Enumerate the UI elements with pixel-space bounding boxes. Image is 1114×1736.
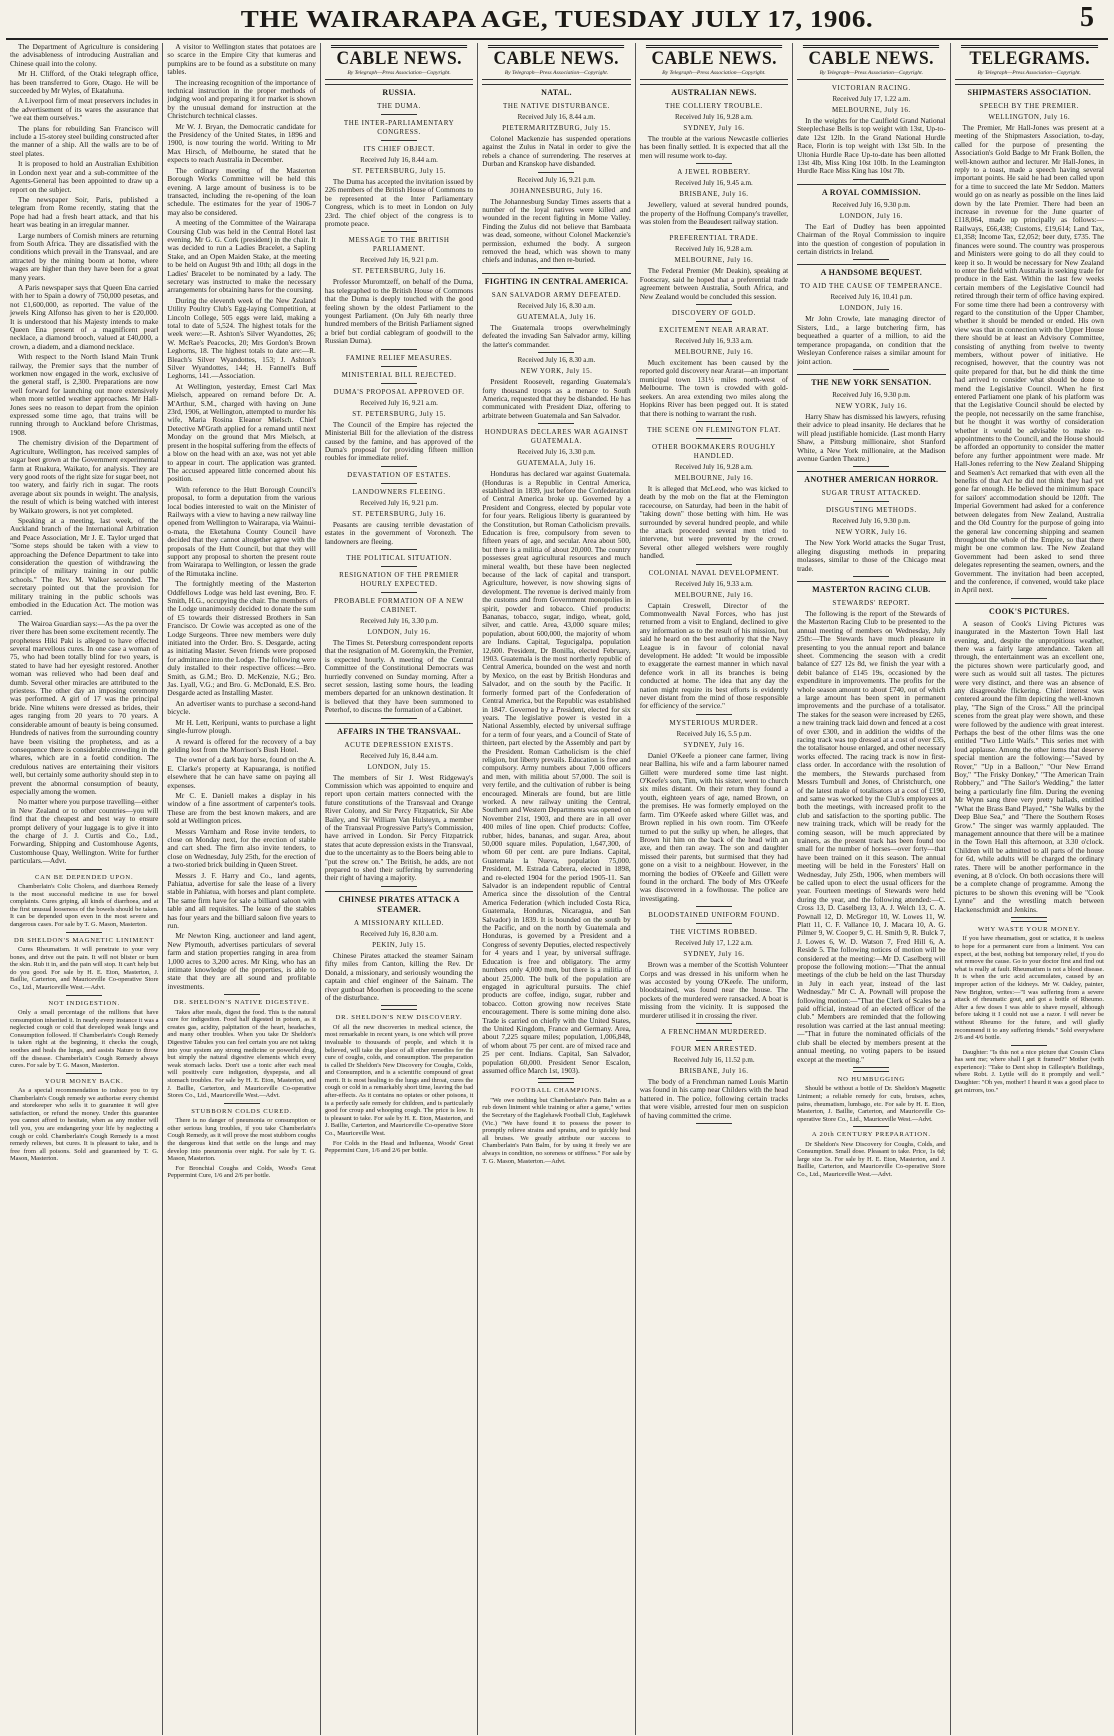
- paragraph: During the eleventh week of the New Zealand Utility Poultry Club's Egg-laying Competition, at Lincoln College, 505 eggs were laid, making a total to date of 5,524. The highest totals for the week were:—R. Ashton's Silver Wyandottes, 26; W. McRae's Peacocks, 20; Mrs Gordon's Brown Leghorns, 18. The highest totals to date are:—R. Bleach's Silver Wyandottes, 153; J. Ashton's Silver Wyandottes, 144; H. Fannell's Buff Leghorns, 141.—Association.: [167, 295, 316, 381]
- divider: [381, 483, 417, 484]
- paragraph: An advertiser wants to purchase a second-hand bicycle.: [167, 698, 316, 717]
- received-line: Received July 16, 9.33 a.m.: [675, 579, 753, 588]
- article-heading: THE POLITICAL SITUATION.: [346, 553, 452, 562]
- paragraph: The Department of Agriculture is considering the advisableness of introducing Australian and Chinese quail into the colony.: [10, 43, 159, 68]
- section-heading: FIGHTING IN CENTRAL AMERICA.: [482, 273, 630, 287]
- article-heading: A FRENCHMAN MURDERED.: [661, 1028, 767, 1036]
- ad-text: Daughter: "Is this not a nice picture that Cousin Clara has sent me; where shall I get it framed?" Mother (with experience): "Take to Dent shop in Gillespie's Buildings, where Robt. J. Lyttle will do it promptly and well." Daughter: "Oh yes, mother! I heard it was a good place to get mirrors, too.": [954, 1048, 1104, 1094]
- article-body: The body of a Frenchman named Louis Martin was found in his camp near Childers with the head battered in. The police, following certain tracks that were visible, arrested four men on suspicion of having committed the crime.: [639, 1077, 789, 1120]
- column-5: [636, 43, 793, 1735]
- article-subheading: DISGUSTING METHODS.: [825, 506, 917, 515]
- section-heading: CHINESE PIRATES ATTACK A STEAMER.: [325, 891, 473, 915]
- paragraph: With reference to the Hutt Borough Council's proposal, to form a deputation from the various local bodies interested to wait on the Minister of Railways with a view to having a new railway line opened from Wellington to Wairarapa, via Wainui-o-mata, the Eketahuna County Council have decided that they cannot altogether agree with the proposals of the Hutt Council, but that they will support any proposal to shorten the present route from Wairarapa to Wellington, or lessen the grade of the Rimutaka incline.: [167, 484, 316, 578]
- article-body: The trouble at the various Newcastle collieries has been finally settled. It is expected that all the men will resume work to-day.: [639, 134, 789, 160]
- section-heading: ANOTHER AMERICAN HORROR.: [797, 471, 945, 485]
- article-body: President Roosevelt, regarding Guatemala's forty thousand troops as a menace to South America, requested that they be disbanded. He has communicated with President Diaz, offering to arbitrate between Guatemala and San Salvador.: [482, 377, 631, 420]
- ad-text: Only a small percentage of the millions that have consumption inherited it. In nearly every instance it was a neglected cough or cold that developed weak lungs and Consumption followed. If Chamberlain's Cough Remedy is taken right at the beginning, it checks the cough, soothes and heals the lungs, and assists Nature to throw off the disease. Chamberlain's Cough Remedy always cures. For sale by T. G. Mason, Masterton.: [10, 1008, 159, 1070]
- ad-heading: DR SHELDON'S MAGNETIC LINIMENT: [14, 936, 155, 944]
- masthead: [6, 0, 1108, 40]
- article-body: Jewellery, valued at several hundred pounds, the property of the Hoffnung Company's traveller, was stolen from the Beaudesert railway station.: [639, 200, 789, 227]
- paragraph: With respect to the North Island Main Trunk railway, the Premier says that the number of workmen now engaged in the work, exclusive of the general staff, is 2,300. Preparations are now well forward for launching out more extensively when more settled weather approaches. Mr Hall-Jones sees no reason to depart from the opinion expressed some time ago, that trains will be running through to Auckland before Christmas, 1908.: [10, 352, 159, 437]
- divider: [381, 886, 417, 887]
- divider: [381, 366, 417, 367]
- article-subheading: MINISTERIAL BILL REJECTED.: [341, 370, 457, 379]
- ad-heading: NO HUMBUGGING: [837, 1075, 905, 1083]
- received-line: Received July 16, 10.41 p.m.: [830, 293, 913, 302]
- ad-heading: WHY WASTE YOUR MONEY.: [977, 925, 1081, 933]
- article-body: The Johannesburg Sunday Times asserts that a number of the loyal natives were killed and wounded in the recent fighting in Mome Valley. Finding the Zulus did not believe that Bambaata was dead, someone, without Colonel Mackenzie's permission, exhumed the body. A surgeon removed the head, which was shown to many chiefs and indunas, and then re-buried.: [482, 196, 631, 265]
- telegrams-banner: TELEGRAMS.: [961, 45, 1098, 70]
- received-line: Received July 16, 9.21 p.m.: [359, 498, 439, 507]
- paragraph: Mr W. J. Bryan, the Democratic candidate for the Presidency of the United States, in 1896 and 1900, is now touring the world. Writing to Mr Max Hirsch, of Melbourne, he stated that he expects to reach Australia in December.: [167, 121, 316, 165]
- article-body: A season of Cook's Living Pictures was inaugurated in the Masterton Town Hall last evening, and, despite the unpropitious weather, there was a fairly large attendance. Taken all through, the entertainment was an excellent one, the pictures shown were particularly good, and were such as would suit all tastes. The pictures were very distinct, and there was an absence of any disagreeable flickering. Chief interest was centered around the film depicting the well-known play, "The Sign of the Cross." All the principal scenes from the great play were shown, and these were followed by the audience with great interest. Perhaps the best of the other films was the one entitled "Two Little Waifs." This series met with loud applause. Among the other items that deserve special mention are the following:—"Saved by Rover," "Up in a Balloon," "Our New Errand Boy," "The Frisky Donkey," "The American Train Robbery," and "The Sailor's Wedding," the latter being a particularly fine film. During the evening Mr Wynn sang three very pretty ballads, entitled "What the Brass Band Played," "She Walks by the Deep Blue Sea," and "There the Southern Roses Grow." The singer was warmly applauded. The management announce that there will be a matinee in the Town Hall this afternoon, at 3.30 o'clock. Children will be admitted to all parts of the house for 6d, while adults will be charged the ordinary rates. There will be another performance in the evening, at 8 o'clock. On both occasions there will be a complete change of programme. Among the pictures to be shown this evening will be "Cook Lynne" and the wrestling match between Hackenschmidt and Jenkins.: [954, 618, 1104, 914]
- ad-text: There is no danger of pneumonia or consumption or other serious lung troubles, if you take Chamberlain's Cough Remedy, as it will prove the most stubborn coughs the dangerous kind that settle on the lungs and may develop into pneumonia over night. For sale by T. G. Mason, Masterton.: [167, 1117, 316, 1163]
- section-heading: MASTERTON RACING CLUB.: [797, 581, 945, 595]
- received-line: Received July 16, 8.44 a.m.: [517, 113, 596, 121]
- received-line: Received July 16, 9.28 a.m.: [675, 113, 753, 121]
- dateline: SYDNEY, July 16.: [683, 950, 745, 959]
- section-heading: COOK'S PICTURES.: [955, 603, 1104, 617]
- article-body: Professor Muromtzeff, on behalf of the Duma, has telegraphed to the British House of Commons that the Duma is deeply touched with the good feeling shown by the oldest Parliament to the youngest Parliament. (On July 6th nearly three hundred members of the British Parliament signed a brief but cordial cablegram of goodwill to the Russian Duma).: [324, 277, 474, 346]
- section-heading: AFFAIRS IN THE TRANSVAAL.: [325, 723, 473, 737]
- paragraph: Large numbers of Cornish miners are returning from South Africa. They are dissatisfied with the conditions which prevail in the Transvaal, and are attracted by the mining boom at home, where wages are higher than they have been for a great many years.: [10, 230, 159, 282]
- dateline: MELBOURNE, July 16.: [674, 473, 754, 482]
- received-line: Received July 16, 8.30 a.m.: [517, 301, 596, 310]
- article-subheading: FOUR MEN ARRESTED.: [670, 1045, 757, 1053]
- divider: [381, 549, 417, 550]
- dateline: LONDON, July 16.: [839, 211, 903, 220]
- paragraph: A Liverpool firm of meat preservers includes in the advertisement of its wares the assurance that "we eat them ourselves.": [10, 96, 159, 123]
- dateline: JOHANNESBURG, July 16.: [510, 186, 603, 195]
- column-6: [793, 43, 950, 1735]
- column-1: [6, 43, 163, 1735]
- ad-text: Of all the new discoveries in medical science, the most remarkable in recent years, is one which will prove invaluable to thousands of people, and which it is believed, will take the place of all other remedies for the cure of coughs, colds, and consumption. The preparation is called Dr Sheldon's New Discovery for Coughs, Colds, and Consumption, and is a scientific compound of great merit. It is most healing to the lungs and throat, cures the cough or cold in a remarkably short time, leaving the bad after-effects. As it contains no opiates or other poisons, it is a perfectly safe remedy for children, and is particularly good for croup and whooping cough. The price is low. It is pleasant to take. For sale by H. E. Eton, Masterton, and J. Baillie, Carterton, and Mauriceville Co-operative Store Co., Mauriceville West.: [324, 1023, 474, 1138]
- paragraph: The chemistry division of the Department of Agriculture, Wellington, has received samples of sugar beet grown at the Government experimental farm at Ruakura, Waikato, for analysis. They are very good roots of the right size for sugar beet, not too watery, and fairly rich in sugar. The roots average about six pounds in weight. The analysis, the result of which is being watched with interest by Waikato growers, is not yet completed.: [10, 438, 159, 515]
- byline: By Telegraph—Press Association—Copyright.: [325, 70, 473, 80]
- divider: [1011, 921, 1047, 922]
- paragraph: A Paris newspaper says that Queen Ena carried with her to Spain a dowry of 750,000 pesetas, and not £1,600,000, as reported. The value of the jewels King Alfonso has given to her is £20,000. It is understood that his Majesty intends to make Queen Ena present of a magnificent pearl necklace, a diamond brooch, valued at £40,000, a crown, a diadem, and a diamond necklace.: [10, 282, 159, 351]
- divider: [696, 163, 732, 164]
- divider: [381, 114, 417, 115]
- divider: [381, 383, 417, 384]
- article-body: The following is the report of the Stewards of the Masterton Racing Club to be presented to the annual meeting of members on Wednesday, July 25th:—The Stewards have much pleasure in presenting to you the annual report and balance sheet. Commencing the season with a credit balance of £27 12s 8d, we finish the year with a debit balance of £145 19s, occasioned by the expenditure in improvements. The profits for the whole season amount to about £740, out of which a large amount has been spent in permanent improvements and the purchase of a totalisator. The stakes for the season were increased by £265, a new training track laid down and fenced at a cost of over £300, and in addition the widths of the racing track was top dressed at a cost of over £35, the totalisator house enlarged, and other necessary works effected. The racing track is now in first-class order. In accordance with the resolution of the members, the Stewards purchased from Messrs Turnbull and Jones, of Christchurch, one of the latest make of totalisators at a cost of £190, and same was worked by the Club's employees at both the meetings, with increased profit to the club and satisfaction to the sporting public. The new training track, which will be ready for the coming season, will be much appreciated by trainers, as the present track has been found too small for the number of horses—over forty—that have been trained on it this season. The annual meeting will be held in the Foresters' Hall on Wednesday, July 25th, 1906, when members will be called upon to elect the usual officers for the year. Fourteen meetings of Stewards were held during the year, and the following attended:—C. Cross 13, D. Caselberg 13, A. J. Welch 13, C. A. Pownall 12, D. McGregor 10, W. Lowes 11, W. Platt 11, C. F. Vallance 10, J. Macara 10, A. G. Pilmer 9, W. Cooper 9, C. H. Smith 9, R. Bulck 7, J. Lowes 6, W. D. Watson 7, Fred Hill 6, A. Reside 5. The following notices of motion will be considered at the meeting:—Mr D. Caselberg will propose the following motion:—"That the annual meetings of the club be held on the last Thursday in July in each year, instead of the last Wednesday." Mr C. A. Pownall will propose the following motion:—"That the Clerk of Scales be a paid official, instead of an elected officer of the club." Members are reminded that the following resolution was carried at the last annual meeting:—"That in future the nominated officials of the club shall be elected by members present at the annual meeting, no voting papers to be issued except at the meeting.": [797, 608, 946, 1064]
- received-line: Received July 16, 8.44 a.m.: [360, 751, 438, 760]
- divider: [1011, 917, 1047, 918]
- section-heading: AUSTRALIAN NEWS.: [640, 84, 788, 98]
- article-body: The Premier, Mr Hall-Jones was present at a meeting of the Shipmasters Association, to-day, called for the purpose of presenting the Association's Gold Badge to Mr Frank Bollen, the well-known author and lecturer. Mr Hall-Jones, in reply to a toast, made a speech having several important points. He said he had been called upon for a time to succeed the late Mr Seddon. Matters would go on as nearly as possible on the lines laid down by the late Premier. There had been an increase in revenue for the June quarter of £118,064, made up principally as follows:—Railways, £66,438; Customs, £19,614; Land Tax, £1,358; Income Tax, £2,052; beer duty, £735. The finances were sound. The country was prosperous and Ministers were going to do all they could to keep it so. It would be necessary for New Zealand to enter the field with Australia in seeking trade for produce in the East. Within the last few weeks certain members of the Legislative Council had retired through their term of office having expired. For some time there had been a controversy with regard to the constitution of the Upper Chamber, whether it should be mended or ended. His own view was that in connection with the Upper House there should be at least an Advisory Committee, consisting of anything from twelve to twenty members, without power of initiative. He recognised, however, that the country was not quite prepared for that, but he did think the time had arrived to consider what should be done to mend the Legislative Council. When he first entered Parliament one plank of his platform was that the Legislative Council should be elected by the people, not necessarily on the same franchise, but he thought it was worthy of consideration whether it would be advisable to make re-appointments to the Council, and the House should be afforded an opportunity to consider the matter before any further appointment were made. Mr Hall-Jones referring to the New Zealand Shipping and Seamen's Act remarked that with even all the benefits of that Act he did not think they had yet gone far enough. He believed the minimum space for sailors' accommodation should be 120ft. The Imperial Government had asked for a conference between delegates from New Zealand, Australia and the Old Country for the purpose of going into the general law concerning shipping and seamen throughout the whole of the Empire, so that there might be one common law. The New Zealand Government had been asked to send three delegates representing the seamen, owners, and the Government. The invitation had been accepted, and the conference, if convened, would take place in April next.: [954, 123, 1104, 595]
- received-line: Received July 16, 9.45 a.m.: [675, 179, 753, 188]
- ad-heading: STUBBORN COLDS CURED.: [191, 1107, 293, 1115]
- article-subheading: EXCITEMENT NEAR ARARAT.: [659, 326, 769, 335]
- divider: [853, 466, 889, 467]
- dateline: WELLINGTON, July 16.: [988, 113, 1071, 121]
- dateline: MELBOURNE, July 16.: [674, 256, 754, 265]
- divider: [853, 1067, 889, 1068]
- ad-text: "We owe nothing but Chamberlain's Pain Balm as a rub down liniment while training or after a game," writes the Secretary of the Eaglehawk Football Club, Eaglehawk (Vic.) "We have found it to possess the power to promptly relieve strains and sprains, and to quickly heal all bruises. We greatly attribute our success to Chamberlain's Pain Balm, for by using it freely we are always in condition, no soreness or stiffness." For sale by T. G. Mason, Masterton.—Advt.: [482, 1096, 631, 1165]
- paragraph: The plans for rebuilding San Francisco will include a 15-storey steel building constructed after the manner of a ship. All the walls are to be of steel plates.: [10, 123, 159, 158]
- byline: By Telegraph—Press Association—Copyright.: [640, 70, 788, 80]
- article-body: Colonel Mackenzie has suspended operations against the Zulus in Natal in order to give the rebels a chance of surrendering. The reserves at Durban and Kranskop have disbanded.: [482, 134, 631, 169]
- page-number: 5: [1080, 2, 1094, 33]
- article-heading: SUGAR TRUST ATTACKED.: [821, 489, 922, 498]
- article-heading: COLONIAL NAVAL DEVELOPMENT.: [648, 568, 780, 577]
- ad-text: For Colds in the Head and Influenza, Woods' Great Peppermint Cure, 1/6 and 2/6 per bottle.: [324, 1139, 474, 1155]
- article-subheading: DUMA'S PROPOSAL APPROVED OF.: [333, 387, 465, 396]
- article-heading: MESSAGE TO THE BRITISH PARLIAMENT.: [348, 236, 450, 254]
- ad-heading: DR. SHELDON'S NATIVE DIGESTIVE.: [173, 999, 310, 1007]
- article-subheading: ITS CHIEF OBJECT.: [363, 145, 435, 153]
- ad-text: Cures Rheumatism. It will penetrate to your very bones, and drive out the pain. It will not blister or burn the skin. Rub it in, and the pain will stop. It can't help but do you good. For sale by H. E. Eton, Masterton, J. Baillie, Carterton, and Mauriceville Co-operative Store Co., Ltd., Mauriceville West.—Advt.: [10, 945, 159, 991]
- article-body: Harry Shaw has dismissed his lawyers, refusing their advice to plead insanity. He declares that he will plead justifiable homicide. (Last month Harry Shaw, a Pittsburg millionaire, shot Stanford White, a New York millionaire, at the Madison avenue Garden Theatre.): [797, 411, 946, 463]
- article-subheading: LANDOWNERS FLEEING.: [352, 487, 446, 496]
- divider: [696, 438, 732, 439]
- dateline: BRISBANE, July 16.: [679, 1067, 749, 1075]
- ad-text: Takes after meals, digest the food. This is the natural cure for indigestion. Food half digested in poison, as it creates gas, acidity, palpitation of the heart, headaches, and many other troubles. When you take Dr Sheldon's Digestive Tabules you can feel certain you are not taking into your system any strong medicine or powerful drug, but simply the natural digestive elements which every weak stomach lacks. Don't use a tonic after each meal will positively cure indigestion, dyspepsia, and all stomach troubles. For sale by H. E. Eton, Masterton, and J. Baillie, Carterton, and Mauriceville Co-operative Stores Co., Ltd., Mauriceville West.—Advt.: [167, 1008, 316, 1100]
- article-heading: THE NATIVE DISTURBANCE.: [503, 102, 610, 110]
- divider: [696, 421, 732, 422]
- divider: [66, 1073, 102, 1074]
- divider: [853, 1071, 889, 1072]
- received-line: Received July 16, 3.30 p.m.: [517, 448, 596, 457]
- divider: [696, 906, 732, 907]
- divider: [853, 259, 889, 260]
- divider: [696, 1123, 732, 1124]
- columns: [6, 43, 1108, 1735]
- divider: [696, 229, 732, 230]
- divider: [696, 321, 732, 322]
- paragraph: A visitor to Wellington states that potatoes are so scarce in the Empire City that kumeras and pumpkins are to be found as a substitute on many tables.: [167, 43, 316, 77]
- article-heading: FAMINE RELIEF MEASURES.: [345, 353, 453, 362]
- dateline: ST. PETERSBURG, July 16.: [352, 509, 446, 518]
- divider: [381, 1005, 417, 1006]
- article-heading: VICTORIAN RACING.: [831, 84, 911, 92]
- divider: [66, 932, 102, 933]
- article-body: The Duma has accepted the invitation issued by 226 members of the British House of Commons to be represented at the Inter Parliamentary Congress, which is to meet in London on July 23rd. The chief object of the congress is to promote peace.: [324, 177, 474, 229]
- ad-text: If you have rheumatism, gout or sciatica, it is useless to hope for a permanent cure from a liniment. You can expect, at the best, nothing but temporary relief, if you do not remove the cause. Go to your doctor first and find out what is really at fault. Rheumatism is not a blood disease. It is when the uric acid accumulates, caused by an improper action of the kidneys. Mr W. Oakley, painter, New Brighton, writes:—"I was suffering from a severe attack of rheumatic gout, and got a bottle of Rheumo. After a few doses I was able to shave myself, although before taking it I could not use a razor. I will never be without Rheumo for the future, and will gladly recommend it to any suffering friends." Sold everywhere 2/6 and 4/6 bottle.: [954, 935, 1104, 1042]
- article-body: Chinese Pirates attacked the steamer Sainam fifty miles from Canton, killing the Rev. Dr Donald, a missionary, and seriously wounding the captain and chief engineer of the Sainam. The river gunboat Moorhen is proceeding to the scene of the disturbance.: [324, 950, 474, 1002]
- paragraph: Mr Newton King, auctioneer and land agent, New Plymouth, advertises particulars of several farm and station properties ranging in area from 1,000 acres to 3,200 acres. Mr King, who has an intimate knowledge of the properties, is able to state that they are all sound and profitable investments.: [167, 931, 316, 991]
- article-body: Much excitement has been caused by the reported gold discovery near Ararat—an important municipal town 131½ miles north-west of Melbourne. The town is crowded with gold-seekers. An area extending two miles along the Hopkins River has been pegged out. It is stated that there is nothing to warrant the rush.: [639, 358, 789, 418]
- divider: [853, 501, 889, 502]
- article-body: The members of Sir J. West Ridgeway's Commission which was appointed to enquire and report upon certain matters connected with the future constitutions of the Transvaal and Orange River Colony, and Sir Percy Fitzpatrick, Sir Abe Bailey, and Sir William Van Hulsteyn, a member of the Transvaal Progressive Party's Commission, have arrived in London. Sir Percy Fitzpatrick states that acute depression exists in the Transvaal, due to the uncertainty as to the Boers being able to "put the screw on." The British, he adds, are not prepared to shed their suffering by surrendering their right of having a majority.: [324, 772, 474, 883]
- paragraph: Mr H. Lett, Keripuni, wants to purchase a light single-furrow plough.: [167, 717, 316, 736]
- article-heading: PREFERENTIAL TRADE.: [669, 234, 759, 243]
- received-line: Received July 16, 9.21 p.m.: [517, 175, 596, 184]
- paragraph: No matter where you purpose travelling—either in New Zealand or to other countries—you will find that the cheapest and best way to ensure prompt delivery of your luggage is to give it into the charge of J. J. Curtis and Co., Ltd., Forwarding, Shipping and Customhouse Agents, Customhouse Quay, Wellington. Write for further particulars.—Advt.: [10, 797, 159, 866]
- divider: [696, 564, 732, 565]
- divider: [66, 869, 102, 870]
- paragraph: It is proposed to hold an Australian Exhibition in London next year and a sub-committee of the Agents-General has been appointed to draw up a report on the subject.: [10, 159, 159, 194]
- article-heading: SAN SALVADOR ARMY DEFEATED.: [491, 290, 622, 299]
- divider: [853, 369, 889, 370]
- article-body: Honduras has declared war against Guatemala. (Honduras is a Republic in Central America, established in 1839, just before the Confederation of Central America broke up. Governed by a President and Congress, elected by popular vote for four years. Religious liberty is guaranteed by the Constitution, but Roman Catholicism prevails. Education is free, compulsory from seven to fifteen years of age, and secular. Area about 500, but there is a militia of about 20,000. The country possesses great agricultural resources and much mineral wealth, but these have been neglected because of the lack of capital and transport. Agriculture, however, is now showing signs of development. The revenue is derived mainly from the customs and from Government monopolies in spirit, powder and tobacco. Chief products: Bananas, tobacco, sugar, indigo, wheat, gold, silver, and cattle. Area, 43,000 square miles; population, about 600,000, the majority of whom are Indians. Capital, Tegucigalpa, population 12,600. President, Dr Bonilla, elected February, 1903. Guatemala is the most northerly republic of Central America, bounded on the west and north by Mexico, on the east by British Honduras and Salvador, and on the south by the Pacific. It formerly formed part of the Confederation of Central America, but the Republic was established in 1847. Governed by a President, elected for six years. The legislative power is vested in a National Assembly, elected by universal suffrage for a term of four years, and a Council of State of thirteen, part elected by the Assembly and part by the President. Roman Catholicism is the chief religion, but liberty prevails. Education is free and compulsory. Army numbers about 7,000 officers and men, with militia about 57,000. The soil is very fertile, and the cultivation of rubber is being encouraged. Minerals are found, but are little worked. A new railway uniting the Central, Southern and Western Departments was opened on November 21st, 1903, and there are in all over 400 miles of line open. Chief products: Coffee, rubber, hides, bananas, and sugar. Area, about 50,000 square miles. Population, 1,647,300, of whom 60 per cent. are pure Indians. Capital, Guatemala la Nueva, population 75,000. President, M. Estrada Cabrera, elected in 1898, and re-elected 1904 for the period 1905-11. San Salvador is an independent republic of Central America since the dissolution of the Central America Federation (which included Costa Rica, Guatemala, Honduras, Nicaragua, and San Salvador) in 1839. It is bounded on the south by the Pacific, and on the north by Guatemala and Honduras, is governed by a President and a Congress of seventy Deputies, elected respectively for 4 years and 1 year, by universal suffrage. Education is free and obligatory. The army numbers only 4,000 men, but there is a militia of about 25,000. The bulk of the population are engaged in agricultural pursuits. The chief products are coffee, indigo, sugar, rubber and tobacco. Cotton growing now receives State encouragement. There is some mining done also. Trade is carried on chiefly with the United States, the United Kingdom, France and Germany. Area, about 7,225 square miles; population, 1,006,848, of whom about 75 per cent. are of mixed race and 25 per cent. Indians. Capital, San Salvador, population 60,000. President Senor Escalon, assumed office March 1st, 1903).: [482, 469, 631, 1075]
- article-heading: DEVASTATION OF ESTATES.: [347, 470, 451, 479]
- divider: [381, 140, 417, 141]
- received-line: Received July 16, 9.30 p.m.: [832, 200, 911, 209]
- divider: [381, 231, 417, 232]
- dateline: NEW YORK, July 16.: [835, 528, 908, 537]
- article-body: The Times St. Petersburg correspondent reports that the resignation of M. Goremykin, the Premier, is expected hourly. A meeting of the Central Committee of the Constitutional Democrats was hurriedly convened on Sunday morning. After a secret session, lasting some hours, the leading members departed for an unknown destination. It is believed that they have been summoned to Peterhof, to discuss the formation of a Cabinet.: [324, 637, 474, 715]
- article-heading: DISCOVERY OF GOLD.: [671, 309, 756, 318]
- column-2: [163, 43, 320, 1735]
- section-heading: THE NEW YORK SENSATION.: [797, 374, 945, 388]
- article-heading: BLOODSTAINED UNIFORM FOUND.: [648, 911, 780, 920]
- divider: [224, 1103, 260, 1104]
- article-body: It is alleged that McLeod, who was kicked to death by the mob on the flat at the Flemington racecourse, on Saturday, had been in the habit of "taking down" those betting with him. He was surrounded by several hundred people, and while the attack proceeded several men tried to intervene, but were prevented by the crowd. Several other alleged welshers were roughly handled.: [639, 483, 789, 561]
- divider: [538, 1078, 574, 1079]
- article-heading: A JEWEL ROBBERY.: [677, 168, 751, 177]
- received-line: Received July 16, 9.21 a.m.: [360, 398, 438, 407]
- ad-text: As a special recommendation to induce you to try Chamberlain's Cough remedy we authorise every chemist and storekeeper who sells it to guarantee it will give satisfaction, or refund the money. Under this guarantee you cannot afford to hesitate, when as any mother will tell you, you are endangering your life by neglecting a cough or cold. Chamberlain's Cough Remedy is a most remedy relieves, but cures. It is pleasant to take, and is free from all poisons. Sold and guaranteed by T. G. Mason, Masterton.: [10, 1087, 159, 1163]
- byline: By Telegraph—Press Association—Copyright.: [482, 70, 630, 80]
- dateline: LONDON, July 15.: [367, 762, 431, 771]
- paragraph: Mr C. E. Daniell makes a display in his window of a fine assortment of carpenter's tools. These are from the best known makers, and are sold at Wellington prices.: [167, 790, 316, 826]
- dateline: MELBOURNE, July 16.: [674, 348, 754, 357]
- dateline: GUATEMALA, July 16.: [517, 312, 596, 321]
- divider: [381, 349, 417, 350]
- dateline: GUATEMALA, July 16.: [517, 459, 596, 468]
- received-line: Received July 16, 9.28 a.m.: [675, 462, 753, 471]
- divider: [381, 466, 417, 467]
- article-heading: ACUTE DEPRESSION EXISTS.: [344, 740, 454, 749]
- article-heading: TO AID THE CAUSE OF TEMPERANCE.: [800, 282, 943, 291]
- received-line: Received July 16, 8.30 a.m.: [517, 356, 596, 365]
- column-3: [321, 43, 478, 1735]
- paragraph: A reward is offered for the recovery of a bay gelding lost from the Morrison's Bush Hotel.: [167, 736, 316, 754]
- dateline: PIETERMARITZBURG, July 15.: [502, 124, 611, 132]
- dateline: BRISBANE, July 16.: [679, 190, 749, 199]
- cable-news-banner: CABLE NEWS.: [646, 45, 783, 70]
- divider: [696, 1040, 732, 1041]
- article-subheading: OTHER BOOKMAKERS ROUGHLY HANDLED.: [652, 442, 776, 460]
- cable-news-banner: CABLE NEWS.: [803, 45, 940, 70]
- byline: By Telegraph—Press Association—Copyright.: [797, 70, 945, 80]
- article-body: Peasants are causing terrible devastation of estates in the government of Voronezh. The landowners are fleeing.: [324, 519, 474, 546]
- article-body: The Earl of Dudley has been appointed Chairman of the Royal Commission to inquire into the question of congestion of population in certain districts in Ireland.: [797, 221, 946, 257]
- ad-text: Chamberlain's Colic Cholera, and diarrhoea Remedy is the most successful medicine in use for bowel complaints. Cures griping, all kinds of diarrhoea, and at the first unusual looseness of the bowels should be taken. It can be depended upon even in the most severe and dangerous cases. For sale by T. G. Mason, Masterton.: [10, 883, 159, 928]
- article-subheading: PROBABLE FORMATION OF A NEW CABINET.: [334, 596, 464, 614]
- dateline: ST. PETERSBURG, July 15.: [352, 409, 446, 418]
- ad-text: Dr Sheldon's New Discovery for Coughs, Colds, and Consumption. Small dose. Pleasant to take. Price, 1s 6d; large size 3s. For sale by H. E. Eton, Masterton, and J. Baillie, Carterton, and Mauriceville Co-operative Store Co., Ltd., Mauriceville West.—Advt.: [797, 1140, 946, 1179]
- ad-heading: DR. SHELDON'S NEW DISCOVERY.: [335, 1014, 463, 1022]
- article-body: Captain Creswell, Director of the Commonwealth Naval Forces, who has just returned from a visit to England, declined to give any information as to the result of his mission, but said he heard on the best authority that the Navy League is in favour of colonial naval development. He added: "It would be impossible to exaggerate the earnest manner in which naval defence work in all its branches is being conducted at home. The idea that any day the nation might require its best efforts is evidently never distant from the mind of those responsible for efficiency of the service.": [639, 600, 789, 711]
- dateline: NEW YORK, July 16.: [835, 401, 908, 410]
- dateline: LONDON, July 16.: [367, 627, 431, 636]
- newspaper-title: THE WAIRARAPA AGE, TUESDAY JULY 17, 1906.: [240, 5, 874, 33]
- received-line: Received July 16, 8.44 a.m.: [360, 156, 438, 164]
- article-heading: THE COLLIERY TROUBLE.: [665, 102, 763, 110]
- ad-heading: YOUR MONEY BACK.: [44, 1077, 124, 1085]
- ad-heading: CAN BE DEPENDED UPON.: [34, 873, 134, 881]
- received-line: Received July 16, 5.5 p.m.: [676, 729, 752, 738]
- divider: [1011, 598, 1047, 599]
- dateline: NEW YORK, July 15.: [520, 367, 593, 376]
- article-heading: A MISSIONARY KILLED.: [354, 918, 445, 927]
- divider: [696, 1023, 732, 1024]
- divider: [538, 423, 574, 424]
- divider: [381, 592, 417, 593]
- dateline: LONDON, July 16.: [839, 304, 903, 313]
- divider: [853, 1126, 889, 1127]
- divider: [1011, 1045, 1047, 1046]
- column-4: [478, 43, 635, 1735]
- article-subheading: THE VICTIMS ROBBED.: [670, 928, 758, 937]
- divider: [381, 1009, 417, 1010]
- section-heading: SHIPMASTERS ASSOCIATION.: [955, 84, 1104, 98]
- article-body: The New York World attacks the Sugar Trust, alleging disgusting methods in preparing molasses, similar to those of the Chicago meat trade.: [797, 538, 946, 573]
- divider: [538, 1082, 574, 1083]
- paragraph: Mr H. Clifford, of the Otaki telegraph office, has been transferred to Gore, Otago. He will be succeeded by Mr Wyles, of Ekatahuna.: [10, 69, 159, 96]
- divider: [538, 352, 574, 353]
- received-line: Received July 16, 9.30 p.m.: [832, 390, 911, 399]
- paragraph: The fortnightly meeting of the Masterton Oddfellows Lodge was held last evening, Bro. F. Smith, H.G., occupying the chair. The members of the Lodge unanimously decided to donate the sum of £5 towards their distressed Brothers in San Francisco. Dr Cowie was accepted as one of the Lodge Surgeons. Three new members were duly initiated into the Order. Bro. S. Desgarde, acting as initiating Master. Seven friends were proposed for admittance into the Lodge. The following were duly installed to their respective offices:—Bro. Smith, as G.M.; Bro. D. McKenzie, N.G.; Bro. Jas. Lyall, V.G.; and Bro. G. McDonald, E.S. Bro. Desgarde acted as Installing Master.: [167, 579, 316, 698]
- received-line: Received July 17, 1.22 a.m.: [675, 939, 753, 948]
- dateline: PEKIN, July 15.: [372, 940, 426, 949]
- paragraph: Messrs J. F. Harry and Co., land agents, Pahiatua, advertise for sale the lease of a livery stable in Pahiatua, with horses and plant complete. The same firm have for sale a billiard saloon with table and all requisites. The lease of the stables has four years and the billiard saloon five years to run.: [167, 870, 316, 931]
- paragraph: The ordinary meeting of the Masterton Borough Works Committee will be held this evening. A large amount of business is to be transacted, including the re-opening of the loan schedule. The estimates for the year of 1906-7 may also be considered.: [167, 165, 316, 217]
- ad-heading: A 20th CENTURY PREPARATION.: [811, 1131, 931, 1139]
- received-line: Received July 16, 9.33 a.m.: [675, 337, 753, 346]
- received-line: Received July 16, 9.21 p.m.: [359, 256, 439, 265]
- received-line: Received July 16, 8.30 a.m.: [360, 929, 438, 938]
- divider: [381, 718, 417, 719]
- dateline: ST. PETERSBURG, July 15.: [352, 167, 446, 175]
- article-subheading: RESIGNATION OF THE PREMIER HOURLY EXPECTED.: [339, 570, 459, 588]
- divider: [853, 179, 889, 180]
- article-heading: HONDURAS DECLARES WAR AGAINST GUATEMALA.: [484, 428, 629, 446]
- section-heading: A ROYAL COMMISSION.: [797, 184, 945, 198]
- dateline: MELBOURNE, July 16.: [831, 106, 911, 114]
- dateline: ST. PETERSBURG, July 16.: [352, 267, 446, 276]
- paragraph: Messrs Varnham and Rose invite tenders, to close on Monday next, for the erection of stable and cart shed. The firm also invite tenders, to close on Wednesday, July 25th, for the erection of a two-storied brick building in Queen Street.: [167, 826, 316, 870]
- divider: [538, 172, 574, 173]
- article-body: The Council of the Empire has rejected the Ministerial Bill for the alleviation of the distress caused by the famine, and has approved of the Duma's proposal for providing fifteen million roubles for immediate relief.: [324, 419, 474, 463]
- divider: [696, 923, 732, 924]
- section-heading: RUSSIA.: [325, 84, 473, 98]
- article-heading: STEWARDS' REPORT.: [832, 598, 911, 607]
- article-body: Brown was a member of the Scottish Volunteer Corps and was dressed in his uniform when he was accosted by young O'Keefe. The uniform, bloodstained, was found near the house. The pockets of the murdered were ransacked. A boat is missing from the vicinity. It is supposed the murderer utilised it in crossing the river.: [639, 960, 789, 1020]
- byline: By Telegraph—Press Association—Copyright.: [955, 70, 1104, 80]
- received-line: Received July 17, 1.22 a.m.: [832, 95, 911, 103]
- divider: [538, 268, 574, 269]
- paragraph: The Wairoa Guardian says:—As the pa over the river there has been some excitement recently. The prophetess Hiki Paki is alleged to have effected several marvellous cures. In one case a woman of 75, who had been totally blind for two years, is stated to have had her eyesight restored. Another woman was relieved who had been deaf and dumb. Several other miracles are attributed to the priestess. The other day an imposing ceremony was performed. A girl of 17 was the principal bride. Nine whitens were dressed as brides, their ages ranging from 20 years to 70 years. A considerable amount of beauty is being consumed. Hundreds of natives from the surrounding country have been visiting the prophetess, and as a consequence there is considerable crowding in the whares, which are in a foetid condition. The credulous natives are entertaining their visitors well, but certainly some authority should step in to prevent the abnormal consumption of beauty, especially among the women.: [10, 618, 159, 796]
- received-line: Received July 16, 9.30 p.m.: [832, 517, 911, 526]
- dateline: MELBOURNE, July 16.: [674, 590, 754, 599]
- divider: [696, 304, 732, 305]
- received-line: Received July 16, 9.28 a.m.: [675, 245, 753, 254]
- paragraph: At Wellington, yesterday, Ernest Carl Max Mielsch, appeared on remand before Dr. A. M'Arthur, S.M., charged with having on June 23rd, 1906, at Wellington, attempted to murder his wife, Maria Rosina Eleanor Mielsch. Chief Detective M'Grath applied for a remand until next Monday on the ground that Mrs Mielsch, at present in the hospital suffering from the effects of a blow on the head with an axe, was not yet able to appear in court. The application was granted. The accused appeared little concerned about his position.: [167, 381, 316, 484]
- ad-heading: FOOTBALL CHAMPIONS.: [510, 1087, 603, 1095]
- dateline: SYDNEY, July 16.: [683, 740, 745, 749]
- article-heading: SPEECH BY THE PREMIER.: [979, 102, 1080, 110]
- paragraph: The newspaper Soir, Paris, published a telegram from Rome recently, stating that the Pope had had a fresh heart attack, and that his heart was beating in an irregular manner.: [10, 194, 159, 230]
- article-body: The Federal Premier (Mr Deakin), speaking at Footscray, said he hoped that a preferential trade agreement between Australia, South Africa, and New Zealand would be concluded this session.: [639, 266, 789, 301]
- article-body: Daniel O'Keefe a pioneer cane farmer, living near Ballina, his wife and a farm labourer named Gillett were murdered some time last night. O'Keefe's son, Tim, with his sister, went to church six miles distant. On their return they found a youth, eighteen years of age, named Brown, on the premises. He was formerly employed on the farm. Tim O'Keefe asked where Gillet was, and Brown replied in his own room. Tim O'Keefe turned to put the sulky up when, he alleges, that Brown hit him on the back of the head with an axe, and then ran away. The son and daughter missed their parents, but surmised that they had gone on a visit to a neighbour. However, in the morning the bodies of O'Keefe and Gillett were found in the orchard. The body of Mrs O'Keefe was discovered in a fowlhouse. The police are investigating.: [639, 750, 789, 903]
- cable-news-banner: CABLE NEWS.: [488, 45, 625, 70]
- article-heading: MYSTERIOUS MURDER.: [669, 718, 759, 727]
- section-heading: A HANDSOME BEQUEST.: [797, 264, 945, 278]
- divider: [381, 566, 417, 567]
- received-line: Received July 16, 11.52 p.m.: [673, 1056, 755, 1064]
- divider: [224, 994, 260, 995]
- article-subheading: THE INTER-PARLIAMENTARY CONGRESS.: [343, 119, 455, 136]
- divider: [853, 576, 889, 577]
- divider: [66, 995, 102, 996]
- column-7: [951, 43, 1108, 1735]
- ad-heading: NOT INDIGESTION.: [48, 999, 121, 1007]
- section-heading: NATAL.: [482, 84, 630, 98]
- paragraph: The increasing recognition of the importance of technical instruction in the proper methods of judging wool and preparing it for market is shown by the unusual demand for instruction at the Christchurch technical classes.: [167, 77, 316, 121]
- dateline: SYDNEY, July 16.: [683, 124, 745, 132]
- ad-text: Should be without a bottle of Dr. Sheldon's Magnetic Liniment; a reliable remedy for cuts, bruises, aches, pains, rheumatism, lumbago, etc. For sale by H. E. Eton, Masterton, J. Baillie, Carterton, and Mauriceville Co-operative Store Co., Ltd., Mauriceville West.—Advt.: [797, 1085, 946, 1123]
- paragraph: A meeting of the Committee of the Wairarapa Coursing Club was held in the Central Hotel last evening. Mr G. G. Cork (president) in the chair. It was decided to run a Ladies Bracelet, a Sapling Stake, and an Open Maiden Stake, at the meeting to be held on August 9th and 10th; all dogs in the Ladies' Bracelet to be nominated by a lady. The secretary was instructed to make the necessary arrangements for obtaining hares for the coursing.: [167, 218, 316, 295]
- ad-text: For Bronchial Coughs and Colds, Wood's Great Peppermint Cure, 1/6 and 2/6 per bottle.: [167, 1164, 316, 1180]
- received-line: Received July 16, 3.30 p.m.: [359, 616, 439, 625]
- divider: [696, 714, 732, 715]
- paragraph: The owner of a dark bay horse, found on the A. E. Clarke's property at Kapuaranga, is notified elsewhere that he can have same on paying all expenses.: [167, 755, 316, 790]
- article-body: The Guatemala troops overwhelmingly defeated the invading San Salvador army, killing the latter's commander.: [482, 322, 631, 349]
- cable-news-banner: CABLE NEWS.: [331, 45, 468, 70]
- paragraph: Speaking at a meeting, last week, of the Auckland branch of the International Arbitration and Peace Association, Mr J. E. Taylor urged that "Some steps should be taken with a view to approaching the Defence Department to take into consideration the question of withdrawing the principle of military training in our public schools." The Rev. M. Walker seconded. The secretary pointed out that the provision for military training in the public schools was embodied in the Education Act. The motion was carried.: [10, 515, 159, 618]
- article-heading: THE SCENE ON FLEMINGTON FLAT.: [647, 425, 781, 434]
- article-body: In the weights for the Caulfield Grand National Steeplechase Bells is top weight with 13st, Up-to-date 12st 12lb. In the Grand National Hurdle Race, Florin is top weight with 13st 5lb. In the Ultonia Hurdle Race Up-to-date has been allotted 13st 4lb, Miss King 10st 10lb. In the Leamington Hurdle Race Miss King has 10st 7lb.: [797, 116, 946, 176]
- article-heading: THE DUMA.: [377, 102, 421, 110]
- article-body: Mr John Crowle, late managing director of Sisters, Ltd., a large butchering firm, has bequeathed a quarter of a million, to aid the temperance propaganda, on condition that the Wesleyan Conference raises a similar amount for joint action.: [797, 314, 946, 366]
